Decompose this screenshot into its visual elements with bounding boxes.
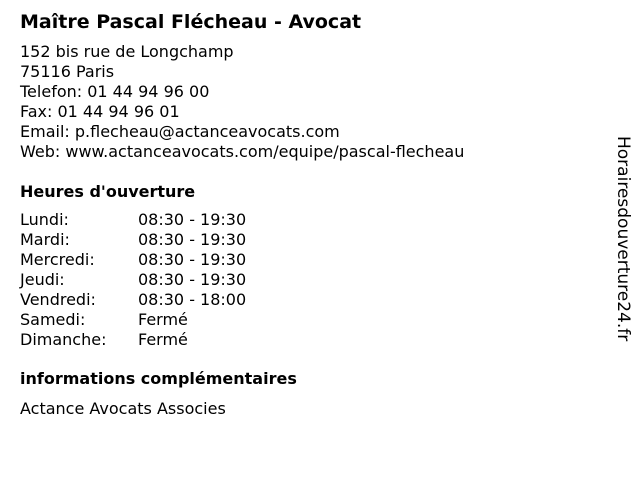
- hours-row-saturday: [20, 310, 600, 330]
- day-hours: 08:30 - 19:30: [138, 230, 247, 249]
- additional-info-text: Actance Avocats Associes: [20, 399, 226, 418]
- day-label: Jeudi:: [20, 270, 65, 289]
- website-text: Web: www.actanceavocats.com/equipe/pascal-flecheau: [20, 142, 465, 161]
- day-label: Mercredi:: [20, 250, 95, 269]
- day-hours: 08:30 - 18:00: [138, 290, 247, 309]
- opening-hours-table: [20, 210, 600, 350]
- day-hours: Fermé: [138, 310, 188, 329]
- lawyer-card: [20, 10, 600, 419]
- day-hours: 08:30 - 19:30: [138, 210, 247, 229]
- page-title: Maître Pascal Flécheau - Avocat: [20, 11, 362, 33]
- hours-row-friday: [20, 290, 600, 310]
- day-hours: 08:30 - 19:30: [138, 270, 247, 289]
- hours-row-tuesday: [20, 230, 600, 250]
- day-label: Dimanche:: [20, 330, 107, 349]
- opening-hours-heading: Heures d'ouverture: [20, 182, 196, 201]
- additional-info-heading: informations complémentaires: [20, 369, 297, 388]
- hours-row-monday: [20, 210, 600, 230]
- hours-row-sunday: [20, 330, 600, 350]
- day-hours: 08:30 - 19:30: [138, 250, 247, 269]
- fax-text: Fax: 01 44 94 96 01: [20, 102, 180, 121]
- phone-text: Telefon: 01 44 94 96 00: [20, 82, 210, 101]
- day-hours: Fermé: [138, 330, 188, 349]
- day-label: Vendredi:: [20, 290, 96, 309]
- address-block: [20, 42, 600, 162]
- site-watermark: Horairesdouverture24.fr: [613, 136, 633, 342]
- day-label: Mardi:: [20, 230, 70, 249]
- hours-row-wednesday: [20, 250, 600, 270]
- email-text: Email: p.flecheau@actanceavocats.com: [20, 122, 340, 141]
- hours-row-thursday: [20, 270, 600, 290]
- address-city: 75116 Paris: [20, 62, 115, 81]
- day-label: Lundi:: [20, 210, 69, 229]
- address-street: 152 bis rue de Longchamp: [20, 42, 234, 61]
- day-label: Samedi:: [20, 310, 86, 329]
